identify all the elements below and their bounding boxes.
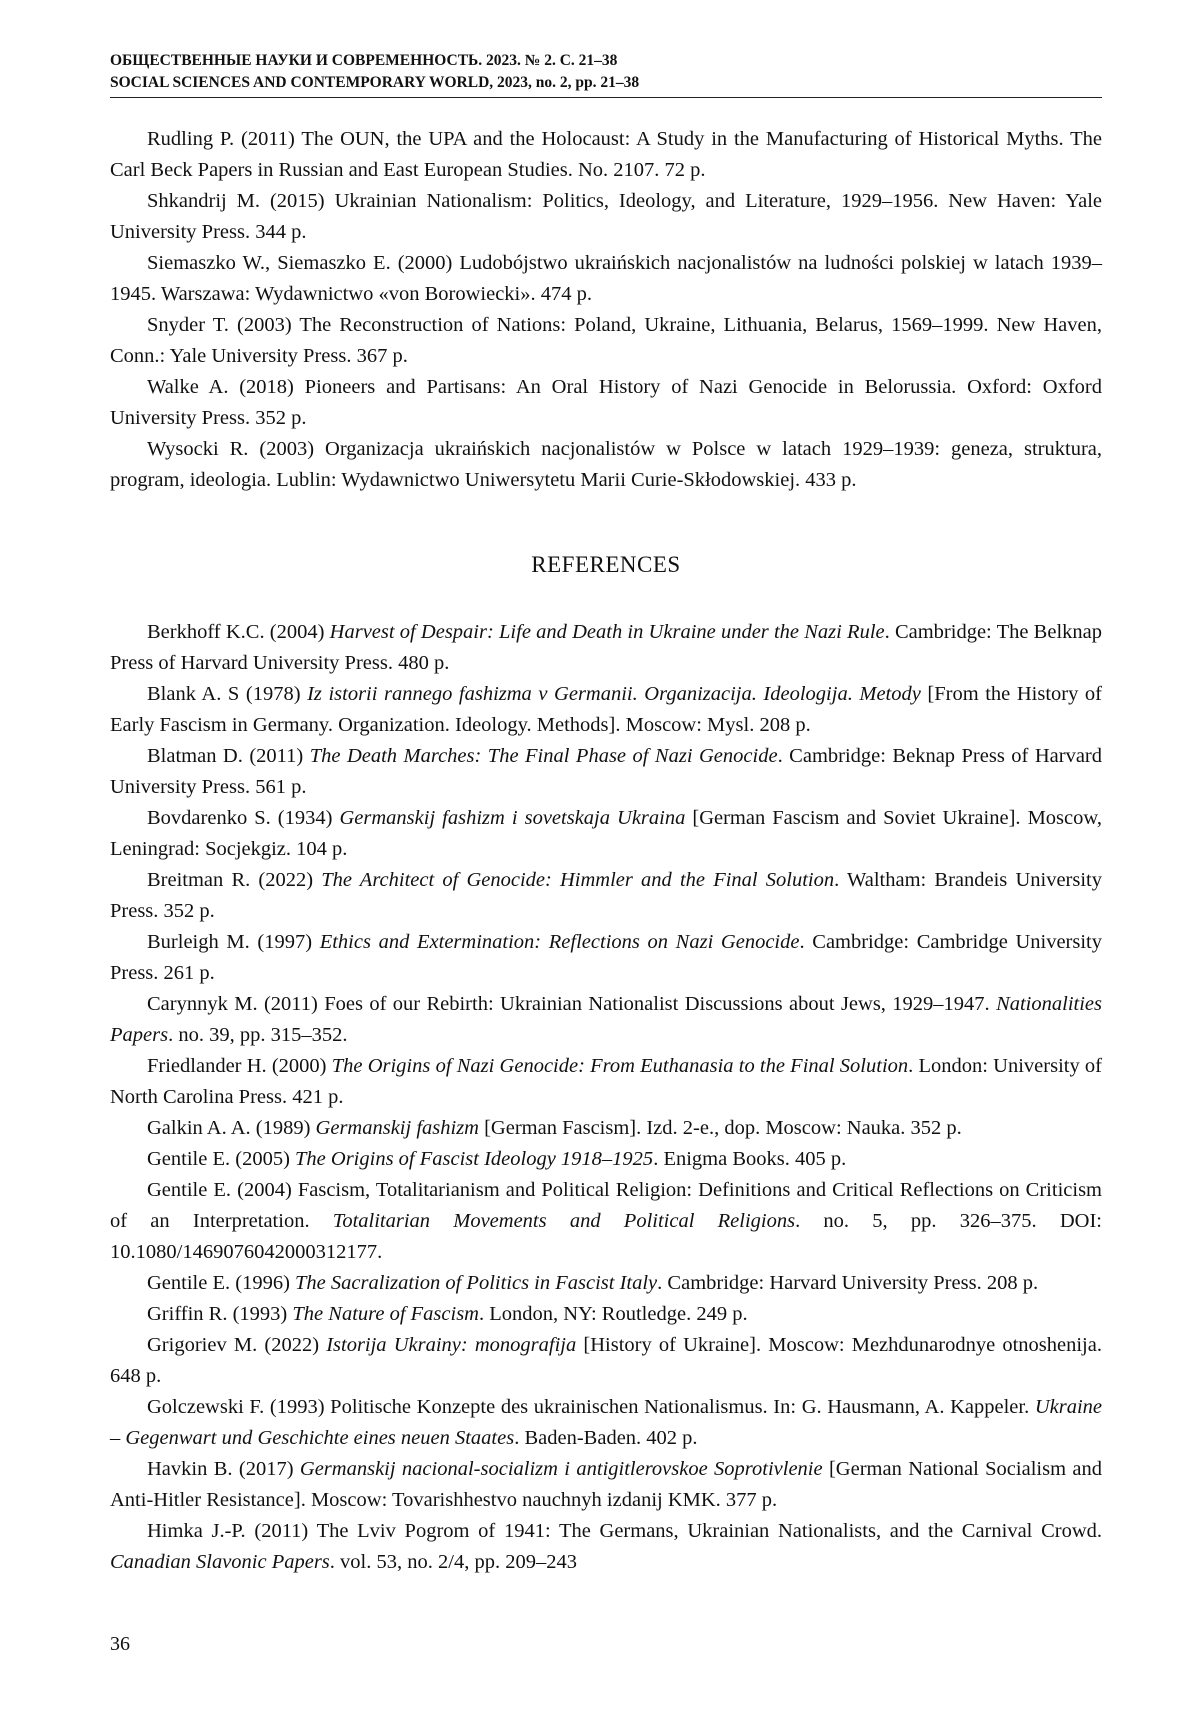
reference-lead: Himka J.-P. (2011) The Lviv Pogrom of 1941: The Germans, Ukrainian Nationalists, and the Carnival Crowd. — [147, 1520, 1102, 1542]
header-line-en: SOCIAL SCIENCES AND CONTEMPORARY WORLD, 2023, no. 2, pp. 21–38 — [110, 74, 640, 91]
reference-title: Germanskij fashizm i sovetskaja Ukraina — [339, 807, 686, 829]
reference-entry — [110, 989, 1102, 1051]
reference-lead: Gentile E. (2005) — [147, 1148, 296, 1170]
header-line-ru: ОБЩЕСТВЕННЫЕ НАУКИ И СОВРЕМЕННОСТЬ. 2023. № 2. С. 21–38 — [110, 52, 618, 69]
reference-entry — [110, 1268, 1102, 1299]
reference-details: [German Fascism and Soviet Ukraine]. Moscow, Leningrad: Socjekgiz. 104 p. — [110, 807, 1102, 860]
reference-details: [History of Ukraine]. Moscow: Mezhdunarodnye otnoshenija. 648 p. — [110, 1334, 1102, 1387]
reference-lead: Gentile E. (2004) Fascism, Totalitarianism and Political Religion: Definitions and Critical Reflections on Criticism of an Interpretation. — [110, 1179, 1102, 1232]
reference-details: . Cambridge: Cambridge University Press. 261 p. — [110, 931, 1102, 984]
reference-details: [German National Socialism and Anti-Hitler Resistance]. Moscow: Tovarishhestvo nauchnyh izdanij KMK. 377 p. — [110, 1458, 1102, 1511]
reference-title: Harvest of Despair: Life and Death in Ukraine under the Nazi Rule — [329, 621, 885, 643]
reference-lead: Breitman R. (2022) — [147, 869, 322, 891]
reference-entry — [110, 803, 1102, 865]
reference-lead: Friedlander H. (2000) — [147, 1055, 332, 1077]
reference-entry — [110, 741, 1102, 803]
reference-title: The Origins of Nazi Genocide: From Euthanasia to the Final Solution — [331, 1055, 909, 1077]
bibliography-entry: Wysocki R. (2003) Organizacja ukraińskich nacjonalistów w Polsce w latach 1929–1939: geneza, struktura, program, ideologia. Lublin: Wydawnictwo Uniwersytetu Marii Curie-Skłodowskiej. 433 p. — [110, 438, 1102, 491]
reference-title: The Origins of Fascist Ideology 1918–1925 — [295, 1148, 654, 1170]
reference-entry — [110, 865, 1102, 927]
reference-entry — [110, 1330, 1102, 1392]
references-heading: REFERENCES — [531, 552, 681, 577]
reference-entry — [110, 1051, 1102, 1113]
reference-entry — [110, 1516, 1102, 1578]
reference-lead: Golczewski F. (1993) Politische Konzepte des ukrainischen Nationalismus. In: G. Hausmann, A. Kappeler. — [147, 1396, 1035, 1418]
reference-lead: Grigoriev M. (2022) — [147, 1334, 327, 1356]
reference-details: . Baden-Baden. 402 p. — [514, 1427, 698, 1449]
reference-title: Ethics and Extermination: Reflections on Nazi Genocide — [319, 931, 800, 953]
reference-entry — [110, 927, 1102, 989]
reference-title: Germanskij nacional-socializm i antigitlerovskoe Soprotivlenie — [299, 1458, 823, 1480]
reference-title: The Architect of Genocide: Himmler and the Final Solution — [321, 869, 835, 891]
bibliography-entry: Walke A. (2018) Pioneers and Partisans: An Oral History of Nazi Genocide in Belorussia. Oxford: Oxford University Press. 352 p. — [110, 376, 1102, 429]
reference-lead: Havkin B. (2017) — [147, 1458, 300, 1480]
page-number: 36 — [110, 1633, 130, 1655]
reference-lead: Galkin A. A. (1989) — [147, 1117, 316, 1139]
reference-details: . Waltham: Brandeis University Press. 352 p. — [110, 869, 1102, 922]
reference-lead: Bovdarenko S. (1934) — [147, 807, 340, 829]
reference-lead: Griffin R. (1993) — [147, 1303, 293, 1325]
reference-entry — [110, 1454, 1102, 1516]
bibliography-entry: Snyder T. (2003) The Reconstruction of Nations: Poland, Ukraine, Lithuania, Belarus, 1569–1999. New Haven, Conn.: Yale University Press. 367 p. — [110, 314, 1102, 367]
reference-lead: Carynnyk M. (2011) Foes of our Rebirth: Ukrainian Nationalist Discussions about Jews, 1929–1947. — [147, 993, 997, 1015]
reference-title: Canadian Slavonic Papers — [110, 1551, 330, 1573]
reference-title: The Nature of Fascism — [292, 1303, 479, 1325]
reference-title: Nationalities Papers — [110, 993, 1102, 1046]
reference-lead: Gentile E. (1996) — [147, 1272, 296, 1294]
reference-title: Iz istorii rannego fashizma v Germanii. Organizacija. Ideologija. Metody — [307, 683, 921, 705]
reference-title: Ukraine – Gegenwart und Geschichte eines neuen Staates — [110, 1396, 1102, 1449]
reference-entry — [110, 1144, 1102, 1175]
reference-entry — [110, 1299, 1102, 1330]
reference-title: Totalitarian Movements and Political Religions — [332, 1210, 796, 1232]
running-header — [110, 50, 1102, 98]
reference-details: . Cambridge: The Belknap Press of Harvard University Press. 480 p. — [110, 621, 1102, 674]
reference-lead: Berkhoff K.C. (2004) — [147, 621, 330, 643]
reference-title: Istorija Ukrainy: monografija — [326, 1334, 577, 1356]
reference-details: . no. 5, pp. 326–375. DOI: 10.1080/1469076042000312177. — [110, 1210, 1102, 1263]
bibliography-entry: Rudling P. (2011) The OUN, the UPA and the Holocaust: A Study in the Manufacturing of Historical Myths. The Carl Beck Papers in Russian and East European Studies. No. 2107. 72 p. — [110, 128, 1102, 181]
reference-details: [From the History of Early Fascism in Germany. Organization. Ideology. Methods]. Moscow: Mysl. 208 p. — [110, 683, 1102, 736]
reference-lead: Blatman D. (2011) — [147, 745, 310, 767]
reference-title: Germanskij fashizm — [315, 1117, 479, 1139]
reference-details: . London: University of North Carolina Press. 421 p. — [110, 1055, 1103, 1108]
reference-entry — [110, 1113, 1102, 1144]
reference-title: The Sacralization of Politics in Fascist Italy — [295, 1272, 658, 1294]
reference-entry — [110, 679, 1102, 741]
bibliography-list — [110, 124, 1102, 496]
references-list — [110, 617, 1102, 1578]
reference-details: . vol. 53, no. 2/4, pp. 209–243 — [329, 1551, 577, 1573]
reference-title: The Death Marches: The Final Phase of Nazi Genocide — [309, 745, 778, 767]
bibliography-entry: Siemaszko W., Siemaszko E. (2000) Ludobójstwo ukraińskich nacjonalistów na ludności polskiej w latach 1939–1945. Warszawa: Wydawnictwo «von Borowiecki». 474 p. — [110, 252, 1102, 305]
reference-details: . Cambridge: Beknap Press of Harvard University Press. 561 p. — [110, 745, 1103, 798]
reference-details: [German Fascism]. Izd. 2-e., dop. Moscow: Nauka. 352 p. — [478, 1117, 962, 1139]
reference-entry — [110, 1392, 1102, 1454]
reference-details: . London, NY: Routledge. 249 p. — [478, 1303, 748, 1325]
reference-details: . Enigma Books. 405 p. — [653, 1148, 847, 1170]
reference-lead: Burleigh M. (1997) — [147, 931, 320, 953]
reference-entry — [110, 1175, 1102, 1268]
reference-details: . Cambridge: Harvard University Press. 208 p. — [657, 1272, 1039, 1294]
reference-entry — [110, 617, 1102, 679]
bibliography-entry: Shkandrij M. (2015) Ukrainian Nationalism: Politics, Ideology, and Literature, 1929–1956. New Haven: Yale University Press. 344 p. — [110, 190, 1102, 243]
reference-lead: Blank A. S (1978) — [147, 683, 308, 705]
reference-details: . no. 39, pp. 315–352. — [168, 1024, 348, 1046]
